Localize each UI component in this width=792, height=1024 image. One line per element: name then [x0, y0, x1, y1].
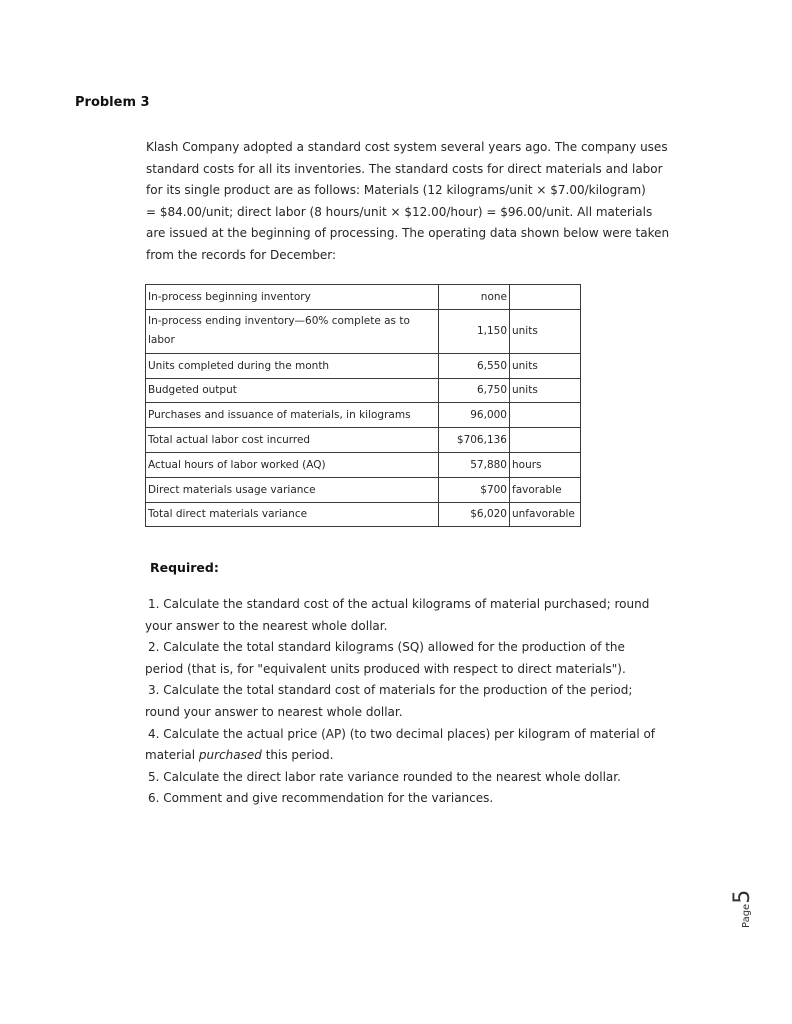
row-value: 96,000: [439, 403, 510, 428]
question-4-text: material: [145, 748, 199, 763]
row-label: Total direct materials variance: [146, 502, 439, 527]
table-row: [146, 403, 581, 428]
intro-line: are issued at the beginning of processing. The operating data shown below were taken: [146, 226, 670, 241]
question-5: 5. Calculate the direct labor rate variance rounded to the nearest whole dollar.: [148, 769, 621, 784]
page-number: [728, 880, 755, 930]
row-label: In-process beginning inventory: [146, 285, 439, 310]
row-label: Units completed during the month: [146, 353, 439, 378]
row-label: [146, 309, 439, 353]
intro-line: for its single product are as follows: Materials (12 kilograms/unit × $7.00/kilogram): [146, 183, 646, 198]
question-2: 2. Calculate the total standard kilograms (SQ) allowed for the production of the: [148, 640, 625, 655]
required-heading: Required:: [150, 560, 219, 575]
table-row: [146, 353, 581, 378]
page-word: Page: [741, 903, 752, 928]
row-unit: [510, 285, 581, 310]
question-2-cont: period (that is, for "equivalent units produced with respect to direct materials").: [145, 661, 626, 676]
row-value: $700: [439, 477, 510, 502]
table-row: [146, 285, 581, 310]
page-digit: 5: [730, 889, 755, 904]
required-questions: [145, 594, 665, 810]
row-label: Budgeted output: [146, 378, 439, 403]
question-4: 4. Calculate the actual price (AP) (to two decimal places) per kilogram of material of: [148, 726, 656, 741]
row-unit: hours: [510, 452, 581, 477]
row-unit: favorable: [510, 477, 581, 502]
row-label-line: labor: [148, 334, 175, 347]
operating-data-table: [145, 284, 581, 527]
table-row: [146, 477, 581, 502]
row-unit: units: [510, 378, 581, 403]
row-unit: units: [510, 309, 581, 353]
intro-line: = $84.00/unit; direct labor (8 hours/unit × $12.00/hour) = $96.00/unit. All materials: [146, 204, 653, 219]
question-1-cont: your answer to the nearest whole dollar.: [145, 618, 388, 633]
intro-line: Klash Company adopted a standard cost system several years ago. The company uses: [146, 140, 668, 154]
intro-line: from the records for December:: [146, 247, 337, 262]
question-6: 6. Comment and give recommendation for the variances.: [148, 791, 494, 806]
row-value: $706,136: [439, 428, 510, 453]
row-label-line: In-process ending inventory—60% complete as to: [148, 315, 410, 328]
row-value: 6,550: [439, 353, 510, 378]
intro-paragraph: [146, 137, 670, 267]
page-number-rotated: [730, 890, 755, 928]
row-value: 1,150: [439, 309, 510, 353]
table-row: [146, 502, 581, 527]
row-value: 57,880: [439, 452, 510, 477]
row-unit: units: [510, 353, 581, 378]
table-row: [146, 378, 581, 403]
row-label: Purchases and issuance of materials, in kilograms: [146, 403, 439, 428]
question-4-text: this period.: [261, 748, 334, 763]
row-unit: [510, 403, 581, 428]
question-4-cont: [145, 745, 665, 767]
question-1: 1. Calculate the standard cost of the actual kilograms of material purchased; round: [148, 597, 650, 611]
question-4-emphasis: purchased: [198, 748, 262, 763]
table-row: [146, 428, 581, 453]
problem-heading: Problem 3: [75, 95, 150, 110]
row-label: Actual hours of labor worked (AQ): [146, 452, 439, 477]
row-value: 6,750: [439, 378, 510, 403]
row-unit: [510, 428, 581, 453]
row-label: Direct materials usage variance: [146, 477, 439, 502]
question-3-cont: round your answer to nearest whole dollar.: [145, 704, 403, 719]
table-row: [146, 452, 581, 477]
row-value: none: [439, 285, 510, 310]
question-3: 3. Calculate the total standard cost of materials for the production of the period;: [148, 683, 633, 698]
row-value: $6,020: [439, 502, 510, 527]
row-unit: unfavorable: [510, 502, 581, 527]
row-label: Total actual labor cost incurred: [146, 428, 439, 453]
intro-line: standard costs for all its inventories. The standard costs for direct materials and labor: [146, 161, 663, 176]
table-row: [146, 309, 581, 353]
